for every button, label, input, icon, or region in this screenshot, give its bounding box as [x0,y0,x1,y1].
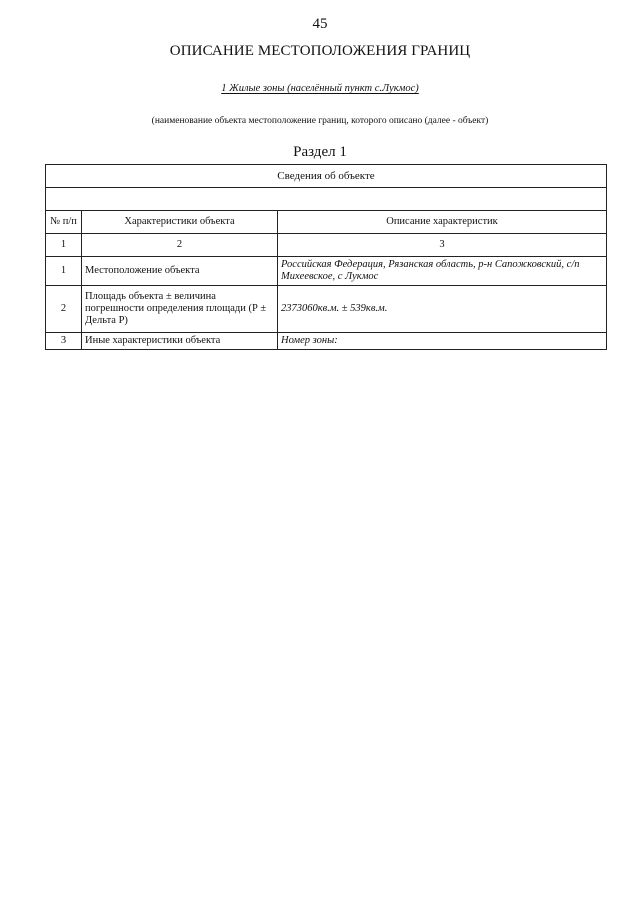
header-description: Описание характеристик [278,211,607,234]
table-row [46,286,607,333]
table-blank-cell [46,188,607,211]
row-characteristic: Иные характеристики объекта [82,333,278,350]
row-description: Российская Федерация, Рязанская область, р-н Сапожковский, с/п Михеевское, с Лукмос [278,257,607,286]
row-characteristic: Площадь объекта ± величина погрешности определения площади (Р ± Дельта Р) [82,286,278,333]
table-title: Сведения об объекте [46,165,607,188]
document-title: ОПИСАНИЕ МЕСТОПОЛОЖЕНИЯ ГРАНИЦ [169,43,471,59]
table-index-row [46,234,607,257]
object-info-table [45,164,607,350]
row-number: 2 [46,286,82,333]
table-title-row [46,165,607,188]
table-row [46,257,607,286]
header-characteristic: Характеристики объекта [82,211,278,234]
row-number: 1 [46,257,82,286]
object-name: 1 Жилые зоны (населённый пункт с.Лукмос) [221,83,419,94]
row-number: 3 [46,333,82,350]
index-cell: 2 [82,234,278,257]
table-row [46,333,607,350]
row-description: Номер зоны: [278,333,607,350]
index-cell: 1 [46,234,82,257]
object-name-caption: (наименование объекта местоположение границ, которого описано (далее - объект) [151,116,489,126]
table-blank-row [46,188,607,211]
table-header-row [46,211,607,234]
row-description: 2373060кв.м. ± 539кв.м. [278,286,607,333]
header-number: № п/п [46,211,82,234]
index-cell: 3 [278,234,607,257]
page-number: 45 [312,16,328,32]
row-characteristic: Местоположение объекта [82,257,278,286]
section-heading: Раздел 1 [293,144,347,160]
